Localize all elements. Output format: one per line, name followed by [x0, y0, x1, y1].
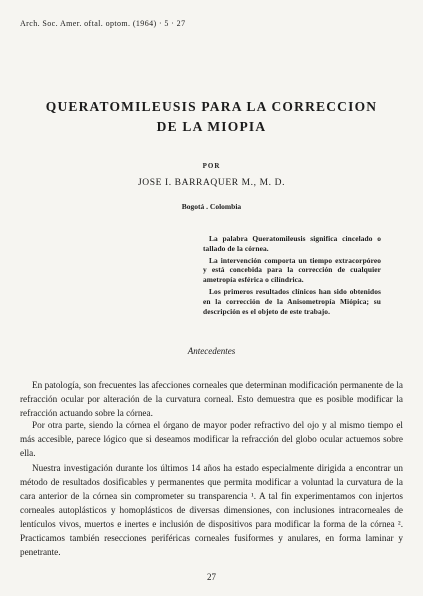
author-affiliation: Bogotá . Colombia: [181, 202, 242, 211]
body-paragraph-text: Por otra parte, siendo la córnea el órgano de mayor poder refractivo del ojo y al mismo tiempo el más accesible, parece lógico que si deseamos modificar la refracción del globo ocular actuemos sobre ella.: [20, 420, 403, 458]
body-paragraph-text: En patología, son frecuentes las afecciones corneales que determinan modificación permanente de la refracción ocular por alteración de la curvatura corneal. Esto demuestra que es posible modificar la refracción actuando sobre la córnea.: [20, 380, 403, 418]
journal-header: Arch. Soc. Amer. oftal. optom. (1964) · 5 · 27: [20, 19, 186, 28]
page-number: 27: [207, 572, 216, 582]
body-paragraph: [20, 378, 403, 420]
author-name: JOSE I. BARRAQUER M., M. D.: [137, 178, 286, 188]
body-paragraph-text: Nuestra investigación durante los últimos 14 años ha estado especialmente dirigida a encontrar un método de resultados dosificables y permanentes que permita modificar a voluntad la curvatura de la cara anterior de la córnea sin comprometer su transparencia ¹. A tal fin experimentamos con injertos corneales autoplásticos y homoplásticos de diversas dimensiones, con inclusiones intracorneales de lentículos vivos, muertos e inertes e inclusión de dispositivos para modificar la forma de la córnea ². Practicamos también resecciones periféricas corneales fusiformes y anulares, en forma laminar y penetrante.: [20, 463, 403, 557]
byline-prefix: POR: [202, 162, 221, 170]
body-paragraph: [20, 418, 403, 460]
abstract-paragraph: La intervención comporta un tiempo extracorpóreo y está concebida para la corrección de cualquier ametropía esférica o cilíndrica.: [203, 255, 381, 285]
article-title-line-2: DE LA MIOPIA: [156, 119, 267, 134]
section-heading: Antecedentes: [187, 346, 236, 356]
abstract: [203, 234, 381, 318]
article-title-line-1: QUERATOMILEUSIS PARA LA CORRECCION: [45, 99, 378, 114]
abstract-paragraph: Los primeros resultados clínicos han sido obtenidos en la corrección de la Anisometropía Miópica; su descripción es el objeto de este trabajo.: [203, 286, 381, 316]
abstract-paragraph: La palabra Queratomileusis significa cincelado o tallado de la córnea.: [203, 234, 381, 253]
body-paragraph: [20, 461, 403, 559]
